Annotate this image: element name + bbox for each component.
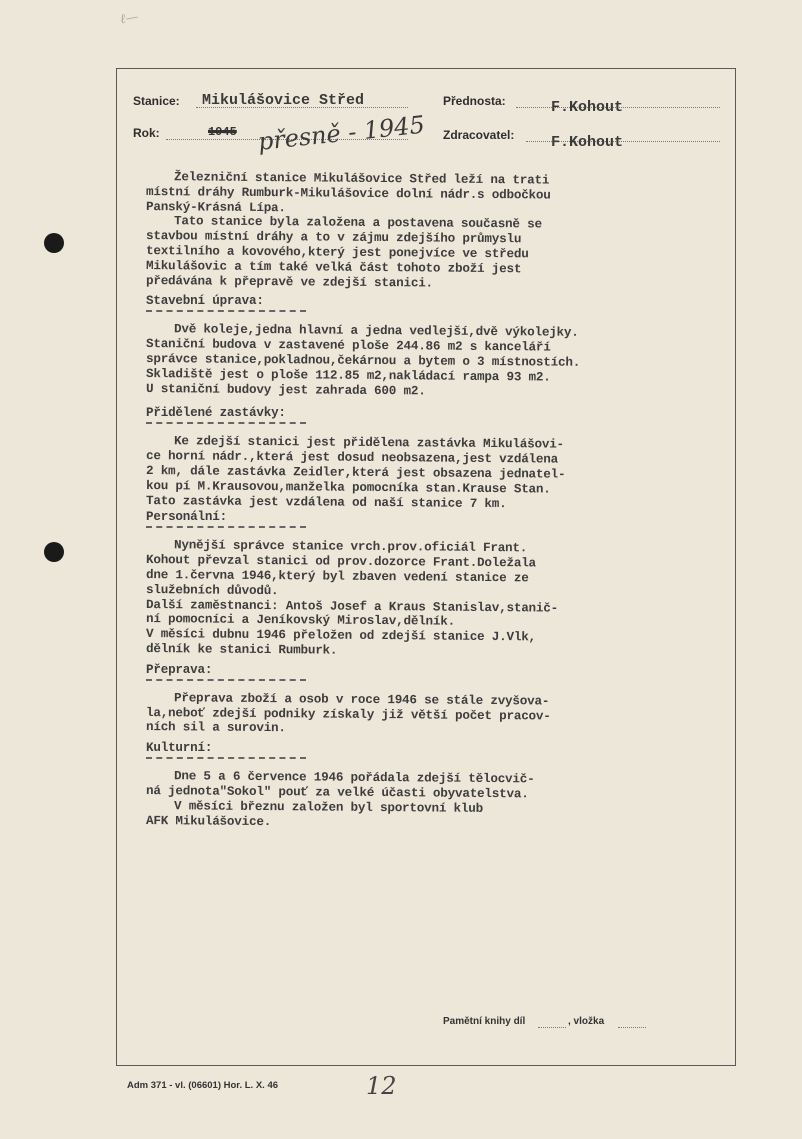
section-personalni: [146, 538, 736, 656]
text-line: Další zaměstnanci: Antoš Josef a Kraus Stanislav,stanič-: [145, 597, 559, 616]
stanice-label: Stanice:: [133, 94, 180, 108]
text-line: ní pomocníci a Jeníkovský Miroslav,dělník.: [145, 612, 456, 630]
punch-hole: [44, 233, 64, 253]
text-line: Dvě koleje,jedna hlavní a jedna vedlejší,dvě výkolejky.: [173, 322, 579, 341]
section-heading-kulturni: Kulturní:: [146, 741, 213, 756]
section-zastavky: [145, 434, 736, 511]
text-line: ce horní nádr.,která jest dosud neobsazena,jest vzdálena: [145, 449, 559, 467]
text-line: místní dráhy Rumburk-Mikulášovice dolní nádr.s odbočkou: [145, 184, 551, 203]
text-line: Dne 5 a 6 července 1946 pořádala zdejší tělocvič-: [173, 769, 535, 787]
pametni-knihy-label: Pamětní knihy díl: [443, 1016, 526, 1027]
text-line: V měsíci dubnu 1946 přeložen od zdejší stanice J.Vlk,: [145, 627, 537, 645]
text-line: ních sil a surovin.: [145, 720, 286, 736]
zdravotatel-value: F.Kohout: [551, 134, 624, 151]
text-line: 2 km, dále zastávka Zeidler,která jest obsazena jednatel-: [145, 463, 566, 482]
heading-underline: [146, 310, 306, 312]
text-line: předávána k přepravě ve zdejší stanici.: [145, 273, 434, 291]
rok-handwritten-value: přesně - 1945: [256, 110, 427, 156]
text-line: textilního a kovového,který jest ponejvíce ve středu: [145, 243, 529, 262]
page-number: 12: [366, 1072, 397, 1100]
text-line: Skladiště jest o ploše 112.85 m2,nakládací rampa 93 m2.: [145, 366, 551, 385]
section-intro: [145, 170, 736, 291]
corner-pencil-mark: ℓ—: [118, 9, 140, 28]
text-line: V měsíci březnu založen byl sportovní klub: [173, 798, 484, 816]
vlozka-dotline: [618, 1027, 646, 1028]
vlozka-label: , vložka: [568, 1016, 605, 1027]
text-line: U staniční budovy jest zahrada 600 m2.: [145, 381, 426, 399]
heading-underline: [146, 679, 306, 681]
dil-dotline: [538, 1027, 566, 1028]
text-line: AFK Mikulášovice.: [145, 813, 272, 829]
heading-underline: [146, 526, 306, 528]
text-line: Staniční budova v zastavené ploše 244.86 m2 s kanceláří: [145, 337, 551, 355]
text-line: Mikulášovic a tím také velká část tohoto zboží jest: [145, 258, 522, 277]
text-line: Přeprava zboží a osob v roce 1946 se stále zvyšova-: [173, 690, 550, 709]
prednosta-label: Přednosta:: [443, 94, 506, 108]
rok-label: Rok:: [133, 126, 160, 140]
section-heading-stavebni: Stavební úprava:: [146, 294, 264, 309]
text-line: Ke zdejší stanici jest přidělena zastávka Mikulášovi-: [173, 434, 565, 453]
section-heading-personalni: Personální:: [146, 510, 227, 525]
section-stavebni: [145, 322, 736, 399]
text-line: služebních důvodů.: [145, 582, 279, 598]
text-line: správce stanice,pokladnou,čekárnou a bytem o 3 místnostích.: [145, 351, 581, 370]
text-line: dělník ke stanici Rumburk.: [145, 641, 338, 658]
chronicle-text: [146, 170, 736, 834]
section-heading-preprava: Přeprava:: [146, 662, 213, 677]
prednosta-value: F.Kohout: [551, 99, 624, 116]
heading-underline: [146, 757, 306, 759]
section-preprava: [146, 691, 736, 735]
text-line: Železniční stanice Mikulášovice Střed leží na trati: [173, 170, 550, 188]
text-line: la,neboť zdejší podniky získaly již větší počet pracov-: [145, 705, 551, 724]
punch-hole: [44, 542, 64, 562]
text-line: Nynější správce stanice vrch.prov.oficiál Frant.: [173, 538, 528, 556]
text-line: Kohout převzal stanici od prov.dozorce Frant.Doležala: [145, 553, 537, 571]
section-kulturni: [146, 769, 736, 828]
section-heading-zastavky: Přidělené zastávky:: [146, 406, 286, 421]
stanice-value: Mikulášovice Střed: [202, 92, 365, 109]
rok-struck-value: 1945: [208, 125, 237, 139]
text-line: Tato zastávka jest vzdálena od naší stanice 7 km.: [145, 493, 507, 511]
heading-underline: [146, 422, 306, 424]
text-line: kou pí M.Krausovou,manželka pomocníka stan.Krause Stan.: [145, 478, 551, 497]
text-line: ná jednota"Sokol" pouť za velké účasti obyvatelstva.: [145, 783, 529, 802]
zdravotatel-label: Zdracovatel:: [443, 128, 515, 142]
text-line: Tato stanice byla založena a postavena současně se: [173, 214, 542, 232]
text-line: stavbou místní dráhy a to v zájmu zdejšího průmyslu: [145, 229, 522, 247]
text-line: dne 1.června 1946,který byl zbaven vedení stanice ze: [145, 567, 529, 586]
form-code: Adm 371 - vl. (06601) Hor. L. X. 46: [127, 1080, 279, 1091]
text-line: Panský-Krásná Lípa.: [145, 199, 286, 215]
